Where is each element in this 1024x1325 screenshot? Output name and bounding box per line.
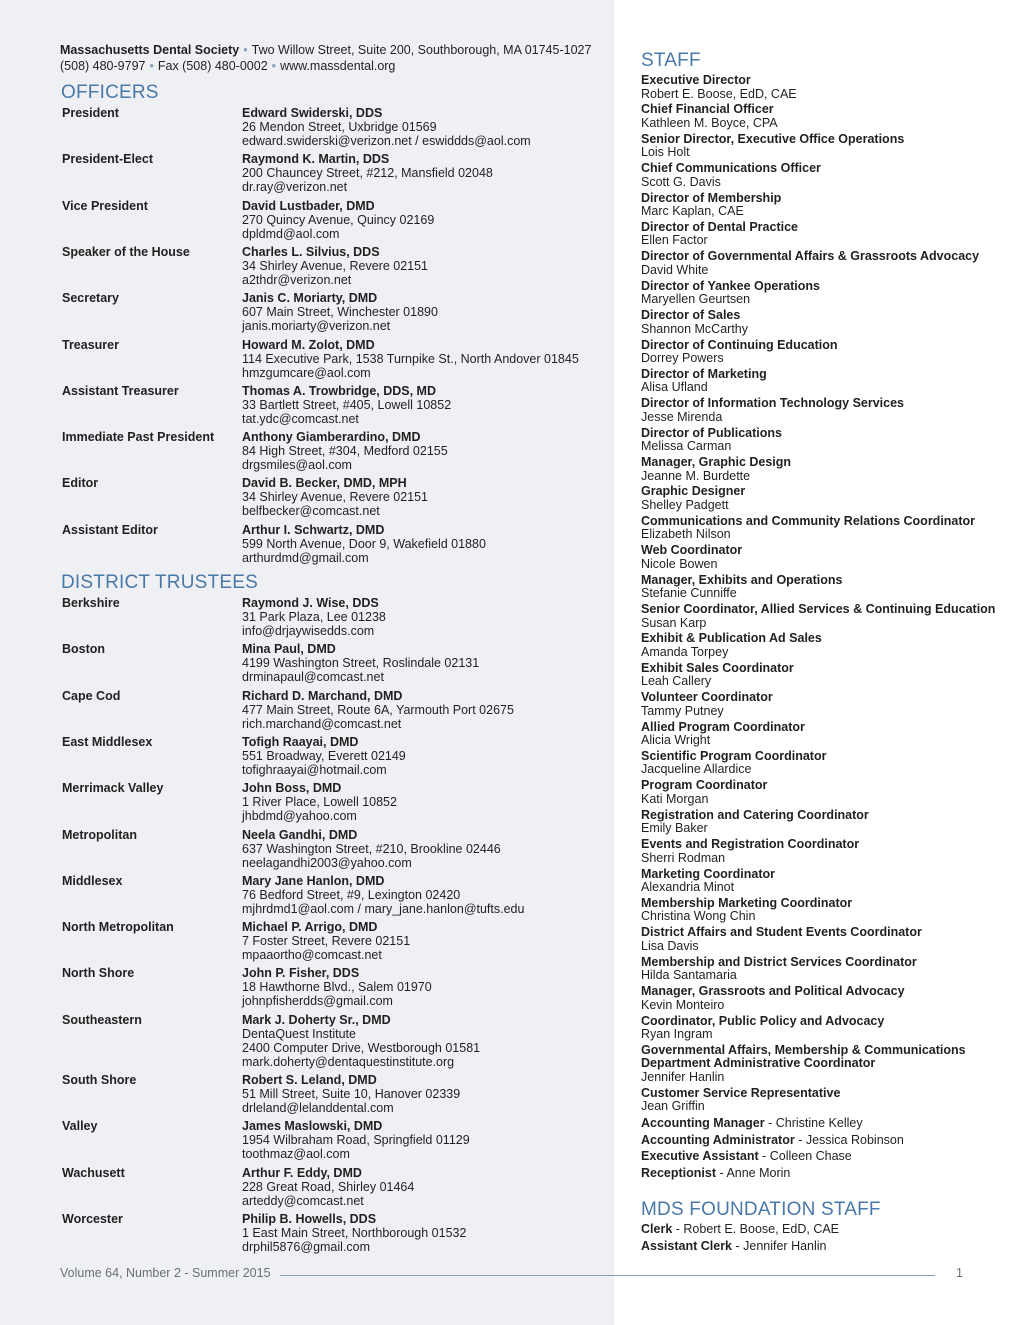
staff-entry [641, 339, 1011, 366]
contact-info [242, 523, 602, 565]
member-name: Edward Swiderski, DDS [242, 106, 383, 120]
contact-info [242, 781, 602, 823]
staff-title: Manager, Exhibits and Operations [641, 572, 843, 587]
foundation-entry [641, 1239, 1011, 1253]
staff-entry [641, 985, 1011, 1012]
member-name: David B. Becker, DMD, MPH [242, 476, 407, 491]
staff-entry [641, 691, 1011, 718]
address-line: 18 Hawthorne Blvd., Salem 01970 [242, 980, 432, 995]
email-link[interactable]: toothmaz@aol.com [242, 1147, 350, 1162]
staff-heading: STAFF [641, 50, 701, 71]
member-name: Charles L. Silvius, DDS [242, 244, 380, 259]
email-link[interactable]: neelagandhi2003@yahoo.com [242, 855, 412, 870]
staff-title: Director of Publications [641, 425, 782, 440]
staff-title: Web Coordinator [641, 543, 743, 558]
staff-name: Ellen Factor [641, 233, 708, 248]
staff-title: Accounting Administrator [641, 1132, 795, 1147]
staff-list [641, 74, 1011, 1182]
staff-entry [641, 103, 1011, 130]
address-line: 270 Quincy Avenue, Quincy 02169 [242, 212, 435, 227]
staff-title: Senior Director, Executive Office Operations [641, 131, 905, 146]
staff-title: Manager, Grassroots and Political Advocacy [641, 984, 905, 999]
address-line: 4199 Washington Street, Roslindale 02131 [242, 656, 480, 671]
contact-info [242, 874, 602, 916]
page-number: 1 [956, 1266, 963, 1280]
email-link[interactable]: mjhrdmd1@aol.com / mary_jane.hanlon@tufts.edu [242, 901, 525, 916]
contact-info [242, 1166, 602, 1208]
role-label: South Shore [62, 1073, 137, 1087]
member-name: Janis C. Moriarty, DMD [242, 291, 378, 306]
staff-name: Melissa Carman [641, 439, 732, 454]
staff-title: Allied Program Coordinator [641, 719, 805, 734]
address-line: 551 Broadway, Everett 02149 [242, 748, 406, 763]
member-name: Raymond J. Wise, DDS [242, 596, 379, 610]
staff-title: Department Administrative Coordinator [641, 1056, 876, 1071]
staff-title: Director of Membership [641, 190, 782, 205]
member-name: Neela Gandhi, DMD [242, 827, 358, 842]
contact-info [242, 430, 602, 472]
email-link[interactable]: edward.swiderski@verizon.net / eswiddds@aol.com [242, 134, 531, 148]
contact-info [242, 384, 602, 426]
member-name: Raymond K. Martin, DDS [242, 152, 390, 167]
email-link[interactable]: dpldmd@aol.com [242, 226, 340, 241]
address-line: 31 Park Plaza, Lee 01238 [242, 610, 386, 624]
member-name: James Maslowski, DMD [242, 1119, 383, 1134]
role-label: Assistant Treasurer [62, 383, 179, 398]
address-line: 1 East Main Street, Northborough 01532 [242, 1225, 467, 1240]
footer-divider [280, 1275, 935, 1276]
contact-info [242, 966, 602, 1008]
staff-name: Hilda Santamaria [641, 968, 737, 983]
staff-entry [641, 515, 1011, 542]
address-line: 51 Mill Street, Suite 10, Hanover 02339 [242, 1087, 461, 1101]
role-label: Wachusett [62, 1165, 125, 1180]
staff-title: Senior Coordinator, Allied Services & Continuing Education [641, 602, 996, 617]
contact-info [242, 338, 602, 380]
staff-title: Chief Communications Officer [641, 161, 821, 176]
separator-dot: • [149, 59, 154, 73]
contact-info [242, 596, 602, 638]
address-line: 228 Great Road, Shirley 01464 [242, 1179, 415, 1194]
staff-entry [641, 368, 1011, 395]
staff-name: Lisa Davis [641, 938, 699, 953]
role-label: Immediate Past President [62, 430, 215, 445]
staff-title: Director of Dental Practice [641, 219, 798, 234]
member-name: John P. Fisher, DDS [242, 966, 360, 981]
staff-title: Director of Information Technology Services [641, 396, 905, 411]
staff-title: Program Coordinator [641, 778, 768, 793]
staff-title: Executive Assistant [641, 1149, 759, 1164]
staff-title: Clerk [641, 1222, 673, 1236]
staff-name: Sherri Rodman [641, 850, 726, 865]
role-label: North Shore [62, 966, 135, 981]
role-label: Middlesex [62, 873, 123, 888]
staff-entry [641, 397, 1011, 424]
staff-name: Jacqueline Allardice [641, 762, 752, 777]
member-name: John Boss, DMD [242, 781, 342, 796]
role-label: North Metropolitan [62, 920, 174, 935]
address-line: 1 River Place, Lowell 10852 [242, 795, 397, 810]
staff-name: Robert E. Boose, EdD, CAE [641, 86, 797, 101]
staff-entry [641, 250, 1011, 277]
email-link[interactable]: rich.marchand@comcast.net [242, 716, 402, 731]
member-name: Robert S. Leland, DMD [242, 1073, 377, 1087]
staff-title: Volunteer Coordinator [641, 690, 773, 705]
staff-title: Director of Continuing Education [641, 337, 838, 352]
staff-title: Membership Marketing Coordinator [641, 895, 853, 910]
staff-entry [641, 1149, 1011, 1163]
member-name: Arthur I. Schwartz, DMD [242, 522, 385, 537]
address-line: 599 North Avenue, Door 9, Wakefield 01880 [242, 536, 486, 551]
staff-entry [641, 926, 1011, 953]
member-name: Tofigh Raayai, DMD [242, 734, 359, 749]
role-label: Valley [62, 1119, 98, 1134]
staff-title: Exhibit & Publication Ad Sales [641, 631, 822, 646]
staff-name: Christina Wong Chin [641, 909, 756, 924]
staff-name: Alicia Wright [641, 733, 711, 748]
staff-entry [641, 1087, 1011, 1114]
staff-entry [641, 427, 1011, 454]
staff-title: Coordinator, Public Policy and Advocacy [641, 1013, 885, 1028]
staff-name: Shannon McCarthy [641, 321, 749, 336]
org-name: Massachusetts Dental Society [60, 43, 240, 57]
email-link[interactable]: drphil5876@gmail.com [242, 1239, 371, 1254]
member-name: Thomas A. Trowbridge, DDS, MD [242, 383, 436, 398]
staff-entry [641, 280, 1011, 307]
staff-entry [641, 662, 1011, 689]
staff-title: Executive Director [641, 73, 751, 87]
address-line: 34 Shirley Avenue, Revere 02151 [242, 258, 429, 273]
address-line: 33 Bartlett Street, #405, Lowell 10852 [242, 397, 452, 412]
staff-name: Colleen Chase [769, 1149, 852, 1164]
staff-name: Stefanie Cunniffe [641, 586, 737, 601]
staff-entry [641, 897, 1011, 924]
staff-name: David White [641, 262, 709, 277]
staff-name: Ryan Ingram [641, 1027, 713, 1041]
staff-name: Jesse Mirenda [641, 409, 723, 424]
member-name: Arthur F. Eddy, DMD [242, 1165, 362, 1180]
staff-entry [641, 192, 1011, 219]
staff-name: Alexandria Minot [641, 880, 735, 895]
email-link[interactable]: drgsmiles@aol.com [242, 458, 352, 473]
org-phone: (508) 480-9797 [60, 59, 146, 73]
role-label: East Middlesex [62, 734, 153, 749]
email-link[interactable]: a2thdr@verizon.net [242, 272, 352, 287]
staff-name: Scott G. Davis [641, 174, 721, 189]
staff-entry [641, 956, 1011, 983]
email-link[interactable]: hmzgumcare@aol.com [242, 365, 371, 380]
staff-name: Jennifer Hanlin [743, 1238, 827, 1253]
staff-name: Dorrey Powers [641, 351, 724, 366]
staff-title: Director of Governmental Affairs & Grassroots Advocacy [641, 249, 980, 264]
foundation-heading: MDS FOUNDATION STAFF [641, 1199, 881, 1220]
address-line: 84 High Street, #304, Medford 02155 [242, 444, 448, 459]
role-label: Vice President [62, 198, 148, 213]
email-link[interactable]: johnpfisherdds@gmail.com [242, 994, 393, 1009]
staff-entry [641, 632, 1011, 659]
dash-separator: - [672, 1222, 684, 1236]
email-link[interactable]: tat.ydc@comcast.net [242, 411, 359, 426]
staff-name: Jessica Robinson [805, 1132, 904, 1147]
role-label: Speaker of the House [62, 244, 190, 259]
email-link[interactable]: info@drjaywisedds.com [242, 624, 375, 638]
role-label: Boston [62, 642, 106, 657]
email-link[interactable]: arteddy@comcast.net [242, 1193, 364, 1208]
contact-info [242, 476, 602, 518]
contact-info [242, 1013, 602, 1069]
staff-name: Robert E. Boose, EdD, CAE [683, 1222, 840, 1236]
address-line: 26 Mendon Street, Uxbridge 01569 [242, 120, 437, 134]
officers-heading: OFFICERS [61, 82, 159, 103]
contact-info [242, 735, 602, 777]
staff-name: Amanda Torpey [641, 644, 729, 659]
role-label: Editor [62, 476, 99, 491]
staff-entry [641, 868, 1011, 895]
staff-name: Alisa Ufland [641, 380, 708, 395]
member-name: Philip B. Howells, DDS [242, 1211, 377, 1226]
staff-name: Kevin Monteiro [641, 997, 725, 1012]
contact-info [242, 689, 602, 731]
staff-title: Marketing Coordinator [641, 866, 776, 881]
contact-info [242, 920, 602, 962]
org-address: Two Willow Street, Suite 200, Southborough, MA 01745-1027 [251, 43, 592, 57]
staff-entry [641, 1133, 1011, 1147]
address-line: DentaQuest Institute [242, 1026, 356, 1041]
society-header [60, 42, 610, 74]
address-line: 2400 Computer Drive, Westborough 01581 [242, 1040, 481, 1055]
contact-info [242, 291, 602, 333]
staff-entry [641, 74, 1011, 101]
email-link[interactable]: drleland@lelanddental.com [242, 1101, 394, 1115]
staff-title: Receptionist [641, 1165, 717, 1180]
staff-entry [641, 1166, 1011, 1180]
role-label: Secretary [62, 291, 119, 306]
dash-separator: - [794, 1132, 806, 1147]
org-fax: Fax (508) 480-0002 [157, 59, 268, 73]
staff-name: Emily Baker [641, 821, 708, 836]
staff-title: Graphic Designer [641, 484, 746, 499]
role-label: Assistant Editor [62, 522, 158, 537]
staff-name: Lois Holt [641, 145, 690, 160]
address-line: 7 Foster Street, Revere 02151 [242, 934, 411, 949]
role-label: Merrimack Valley [62, 781, 164, 796]
role-label: President [62, 106, 119, 120]
staff-name: Jeanne M. Burdette [641, 468, 751, 483]
staff-entry [641, 309, 1011, 336]
address-line: 34 Shirley Avenue, Revere 02151 [242, 490, 429, 505]
contact-info [242, 199, 602, 241]
staff-name: Nicole Bowen [641, 556, 718, 571]
staff-title: Registration and Catering Coordinator [641, 807, 869, 822]
trustees-heading: DISTRICT TRUSTEES [61, 572, 258, 593]
staff-name: Kati Morgan [641, 791, 709, 806]
member-name: Howard M. Zolot, DMD [242, 337, 375, 352]
contact-info [242, 106, 602, 148]
address-line: 1954 Wilbraham Road, Springfield 01129 [242, 1133, 470, 1148]
foundation-list [641, 1222, 1011, 1255]
member-name: Richard D. Marchand, DMD [242, 688, 403, 703]
staff-entry [641, 544, 1011, 571]
member-name: Mark J. Doherty Sr., DMD [242, 1012, 391, 1027]
staff-entry [641, 133, 1011, 160]
email-link[interactable]: drminapaul@comcast.net [242, 670, 384, 685]
contact-info [242, 1212, 602, 1254]
staff-name: Susan Karp [641, 615, 707, 630]
staff-title: Assistant Clerk [641, 1238, 733, 1253]
contact-info [242, 828, 602, 870]
role-label: Cape Cod [62, 688, 121, 703]
address-line: 114 Executive Park, 1538 Turnpike St., North Andover 01845 [242, 351, 579, 366]
contact-info [242, 1119, 602, 1161]
member-name: David Lustbader, DMD [242, 198, 375, 213]
contact-info [242, 152, 602, 194]
staff-name: Shelley Padgett [641, 497, 729, 512]
staff-entry [641, 779, 1011, 806]
staff-title: Director of Marketing [641, 366, 767, 381]
address-line: 607 Main Street, Winchester 01890 [242, 305, 438, 320]
staff-title: Director of Yankee Operations [641, 278, 820, 293]
email-link[interactable]: tofighraayai@hotmail.com [242, 762, 387, 777]
contact-info [242, 1073, 602, 1115]
staff-title: Customer Service Representative [641, 1085, 841, 1100]
separator-dot: • [271, 59, 277, 73]
contact-info [242, 245, 602, 287]
role-label: Worcester [62, 1211, 123, 1226]
staff-title: Manager, Graphic Design [641, 455, 792, 470]
staff-name: Kathleen M. Boyce, CPA [641, 115, 778, 130]
address-line: 76 Bedford Street, #9, Lexington 02420 [242, 887, 461, 902]
address-line: 637 Washington Street, #210, Brookline 02446 [242, 841, 501, 856]
dash-separator: - [764, 1116, 776, 1131]
org-website[interactable]: www.massdental.org [280, 59, 396, 73]
address-line: 477 Main Street, Route 6A, Yarmouth Port 02675 [242, 702, 514, 717]
staff-name: Marc Kaplan, CAE [641, 204, 744, 219]
email-link[interactable]: mark.doherty@dentaquestinstitute.org [242, 1054, 455, 1069]
staff-entry [641, 721, 1011, 748]
staff-name: Jean Griffin [641, 1099, 705, 1114]
separator-dot: • [243, 43, 248, 57]
email-link[interactable]: mpaaortho@comcast.net [242, 948, 382, 963]
staff-entry [641, 456, 1011, 483]
role-label: Southeastern [62, 1012, 142, 1027]
staff-title: Exhibit Sales Coordinator [641, 660, 794, 675]
dash-separator: - [758, 1149, 770, 1164]
contact-info [242, 642, 602, 684]
email-link[interactable]: dr.ray@verizon.net [242, 180, 348, 195]
staff-title: Communications and Community Relations Coordinator [641, 513, 976, 528]
member-name: Michael P. Arrigo, DMD [242, 920, 378, 935]
staff-entry [641, 162, 1011, 189]
staff-entry [641, 1044, 1011, 1085]
staff-name: Leah Callery [641, 674, 712, 689]
staff-title: Membership and District Services Coordinator [641, 954, 917, 969]
role-label: President-Elect [62, 152, 154, 167]
issue-label: Volume 64, Number 2 - Summer 2015 [60, 1266, 271, 1280]
role-label: Metropolitan [62, 827, 137, 842]
email-link[interactable]: janis.moriarty@verizon.net [242, 319, 391, 334]
staff-entry [641, 750, 1011, 777]
member-name: Mina Paul, DMD [242, 642, 336, 657]
staff-name: Anne Morin [726, 1165, 791, 1180]
staff-entry [641, 221, 1011, 248]
staff-entry [641, 1116, 1011, 1130]
staff-title: Chief Financial Officer [641, 102, 774, 117]
staff-title: District Affairs and Student Events Coordinator [641, 925, 922, 940]
email-link[interactable]: arthurdmd@gmail.com [242, 550, 369, 565]
staff-name: Christine Kelley [775, 1116, 863, 1131]
foundation-entry [641, 1222, 1011, 1236]
staff-entry [641, 603, 1011, 630]
staff-title: Accounting Manager [641, 1116, 765, 1131]
staff-entry [641, 1015, 1011, 1042]
staff-name: Elizabeth Nilson [641, 527, 731, 542]
staff-entry [641, 574, 1011, 601]
staff-name: Jennifer Hanlin [641, 1069, 725, 1084]
staff-title: Scientific Program Coordinator [641, 748, 827, 763]
role-label: Berkshire [62, 596, 120, 610]
staff-entry [641, 838, 1011, 865]
dash-separator: - [732, 1238, 744, 1253]
staff-name: Maryellen Geurtsen [641, 292, 751, 307]
role-label: Treasurer [62, 337, 119, 352]
dash-separator: - [716, 1165, 727, 1180]
address-line: 200 Chauncey Street, #212, Mansfield 02048 [242, 166, 493, 181]
staff-entry [641, 809, 1011, 836]
email-link[interactable]: jhbdmd@yahoo.com [242, 809, 357, 824]
member-name: Anthony Giamberardino, DMD [242, 430, 421, 445]
staff-title: Events and Registration Coordinator [641, 837, 860, 852]
staff-title: Director of Sales [641, 308, 741, 323]
staff-title: Governmental Affairs, Membership & Communications [641, 1042, 966, 1057]
member-name: Mary Jane Hanlon, DMD [242, 873, 385, 888]
staff-name: Tammy Putney [641, 703, 724, 718]
email-link[interactable]: belfbecker@comcast.net [242, 504, 380, 519]
staff-entry [641, 485, 1011, 512]
